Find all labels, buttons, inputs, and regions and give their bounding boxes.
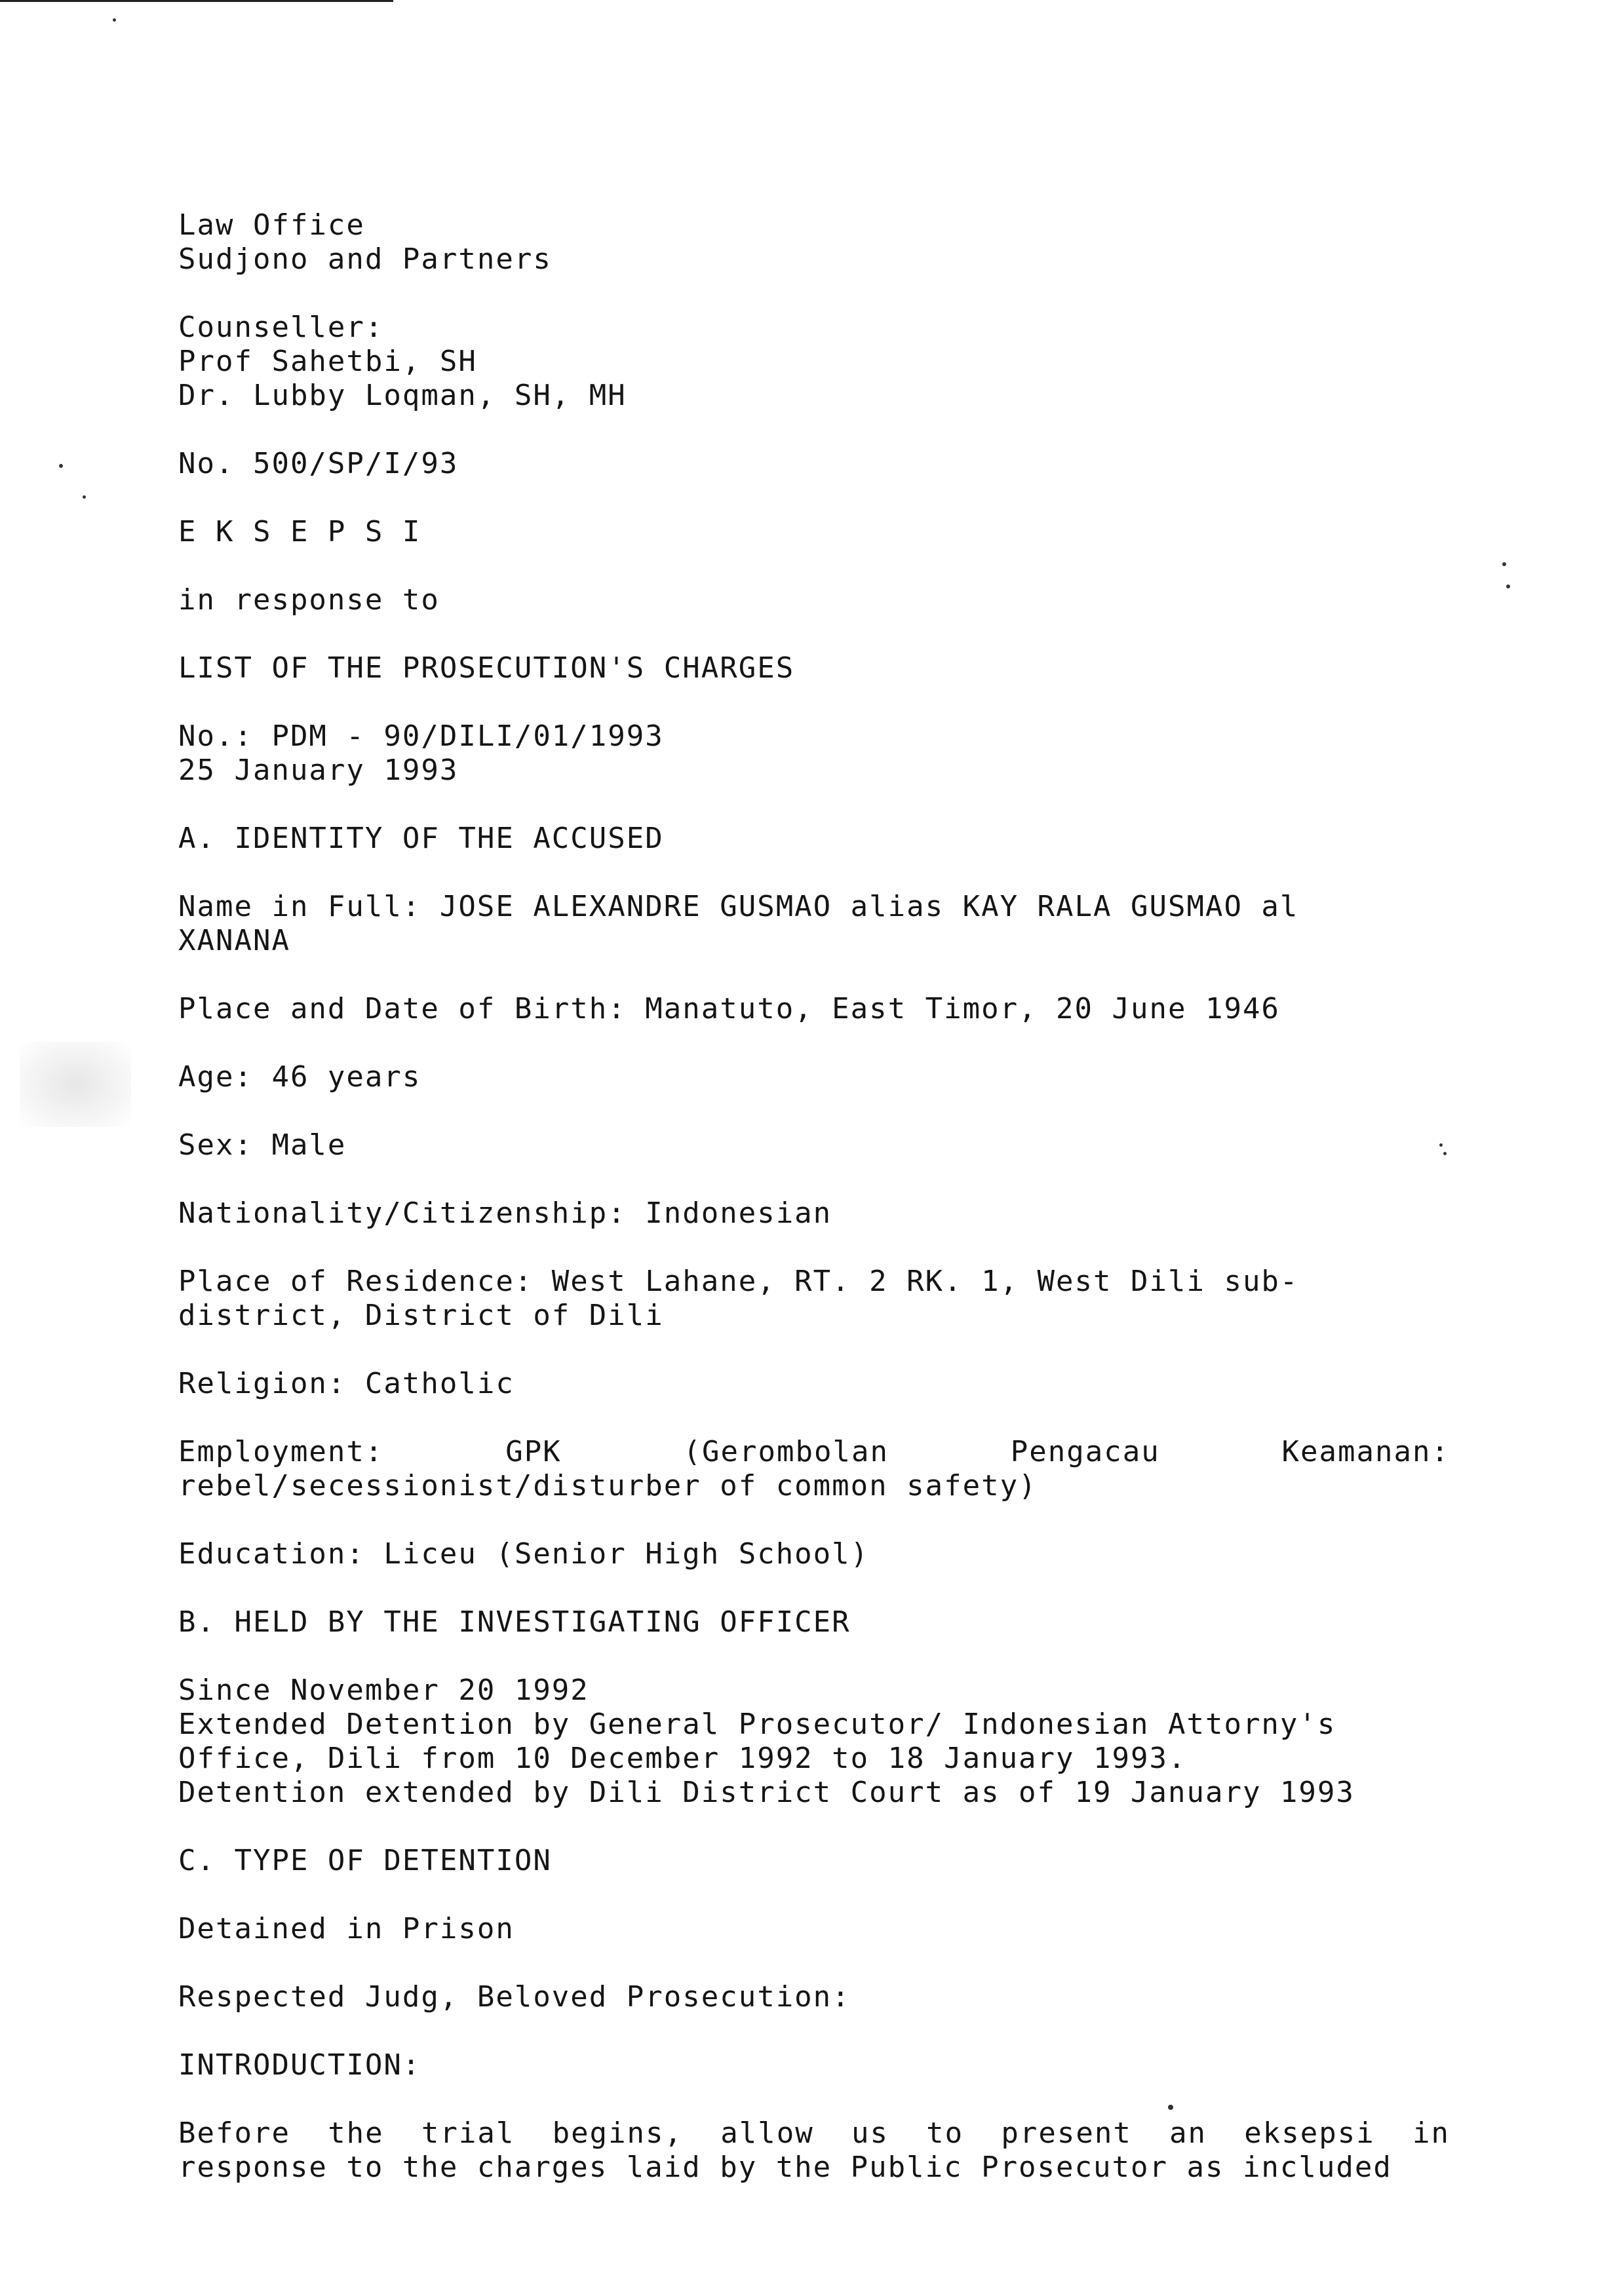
intro-word: eksepsi [1244,2116,1375,2150]
counsel-name: Prof Sahetbi, SH [178,345,477,378]
intro-word: allow [720,2116,814,2150]
intro-word: the [328,2116,384,2150]
detention-line: Detention extended by Dili District Court as of 19 January 1993 [178,1776,1355,1809]
document-body [178,208,1450,2185]
employment-word: (Gerombolan [683,1435,889,1468]
accused-birth: Place and Date of Birth: Manatuto, East Timor, 20 June 1946 [178,992,1280,1025]
accused-nationality: Nationality/Citizenship: Indonesian [178,1196,832,1230]
accused-sex: Sex: Male [178,1128,347,1162]
accused-age: Age: 46 years [178,1060,421,1094]
detention-line: Extended Detention by General Prosecutor/ Indonesian Attorny's [178,1708,1336,1741]
introduction-line-cont: response to the charges laid by the Public Prosecutor as included [178,2151,1392,2184]
charges-heading: LIST OF THE PROSECUTION'S CHARGES [178,651,795,685]
salutation: Respected Judg, Beloved Prosecution: [178,1980,851,2014]
accused-residence-cont: district, District of Dili [178,1299,664,1332]
document-subtitle: in response to [178,583,440,617]
scan-speck [59,464,63,468]
accused-employment-cont: rebel/secessionist/disturber of common safety) [178,1469,1038,1502]
detention-line: Office, Dili from 10 December 1992 to 18 January 1993. [178,1742,1187,1775]
section-a-heading: A. IDENTITY OF THE ACCUSED [178,822,664,855]
scan-speck [1502,562,1506,566]
section-c-heading: C. TYPE OF DETENTION [178,1844,552,1877]
document-number: No. 500/SP/I/93 [178,447,459,480]
intro-word: trial [421,2116,515,2150]
intro-word: an [1169,2116,1207,2150]
employment-word: Pengacau [1010,1435,1160,1468]
accused-name: Name in Full: JOSE ALEXANDRE GUSMAO alias KAY RALA GUSMAO al [178,890,1299,923]
accused-name-cont: XANANA [178,924,290,957]
scan-speck [113,18,116,22]
intro-word: present [1001,2116,1132,2150]
intro-word: us [851,2116,889,2150]
detention-type: Detained in Prison [178,1912,515,1945]
employment-word: GPK [505,1435,562,1468]
intro-word: Before [178,2116,290,2150]
office-partners: Sudjono and Partners [178,242,552,276]
scan-speck [83,495,86,499]
introduction-heading: INTRODUCTION: [178,2048,421,2082]
intro-word: to [926,2116,964,2150]
charges-date: 25 January 1993 [178,754,459,787]
counsel-label: Counseller: [178,311,384,344]
accused-religion: Religion: Catholic [178,1367,515,1400]
scan-smudge [20,1042,131,1127]
section-b-heading: B. HELD BY THE INVESTIGATING OFFICER [178,1605,851,1639]
scan-speck [1506,584,1510,588]
document-title: E K S E P S I [178,515,421,548]
accused-residence: Place of Residence: West Lahane, RT. 2 RK. 1, West Dili sub- [178,1265,1299,1298]
employment-word: Employment: [178,1435,384,1468]
accused-education: Education: Liceu (Senior High School) [178,1537,870,1571]
intro-word: begins, [552,2116,684,2150]
accused-employment [178,1435,1450,1469]
office-name: Law Office [178,208,365,242]
top-scan-rule [0,0,393,2]
counsel-name: Dr. Lubby Loqman, SH, MH [178,379,627,412]
charges-number: No.: PDM - 90/DILI/01/1993 [178,719,664,753]
intro-word: in [1412,2116,1450,2150]
detention-line: Since November 20 1992 [178,1674,589,1707]
employment-word: Keamanan: [1281,1435,1450,1468]
introduction-line [178,2116,1450,2151]
